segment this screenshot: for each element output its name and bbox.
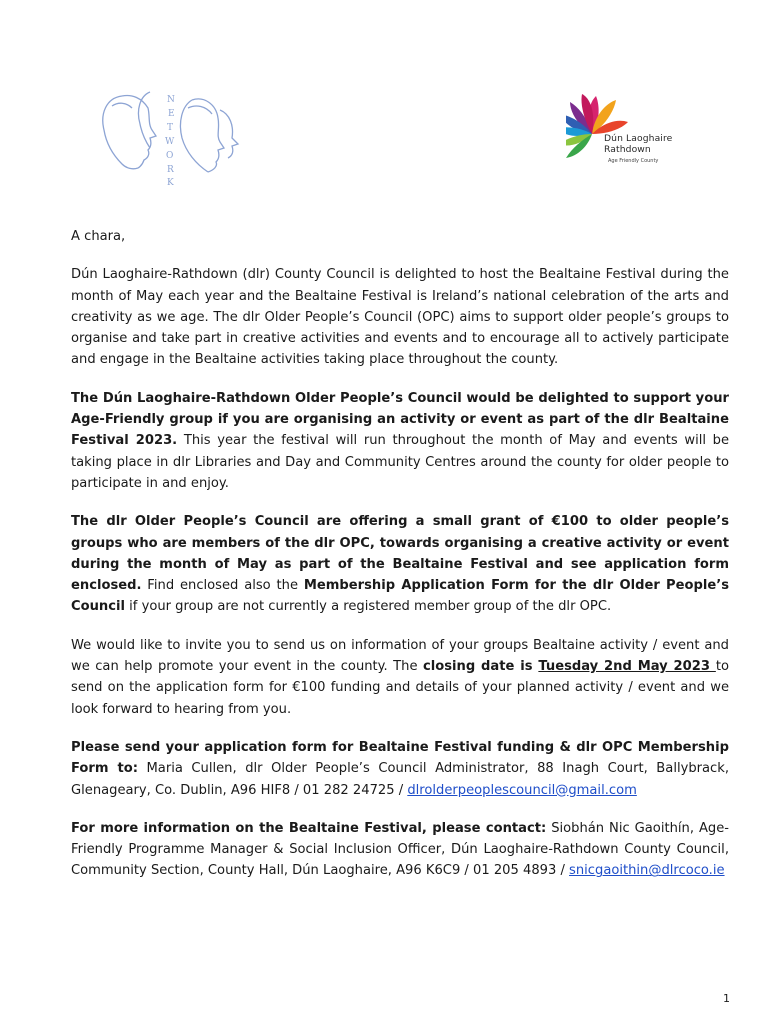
dlr-logo-tagline: Age Friendly County (608, 158, 659, 164)
page-number: 1 (723, 992, 730, 1005)
network-letter: N (167, 95, 175, 105)
dlr-logo-name-line1: Dún Laoghaire (604, 133, 673, 144)
closing-date-value: Tuesday 2nd May 2023 (538, 659, 716, 675)
contact-email-link[interactable]: snicgaoithin@dlrcoco.ie (569, 863, 725, 879)
network-logo (92, 86, 242, 186)
invite-text-1: We would like to invite you to send us on information of your groups Bealtaine activity / event and we can help promote your event in the county. The (71, 637, 729, 675)
membership-form-text: Membership Application Form for the dlr Older People’s Council (71, 578, 729, 615)
support-text: This year the festival will run throughout the month of May and events will be taking place in dlr Libraries and Day and Community Centres around the county for older people to participate in and enjoy. (71, 433, 730, 491)
letter-body (71, 226, 729, 899)
network-letter: O (166, 151, 174, 161)
network-letter: E (168, 109, 175, 119)
grant-bold-text: The dlr Older People’s Council are offering a small grant of €100 to older people’s groups who are members of the dlr OPC, towards organising a creative activity or event during the month of May as part of the Bealtaine Festival and see application form enclosed. (71, 514, 729, 594)
network-letter: R (167, 165, 174, 175)
paragraph-contact (71, 818, 729, 882)
contact-bold-text: For more information on the Bealtaine Festival, please contact: (71, 820, 547, 836)
dlr-logo-name-line2: Rathdown (604, 144, 651, 155)
network-letter: K (167, 178, 174, 186)
paragraph-invite (71, 635, 729, 720)
network-letter: W (165, 137, 175, 147)
paragraph-grant (71, 511, 729, 617)
invite-text-2: to send on the application form for €100 funding and details of your planned activity / event and we look forward to hearing from you. (71, 659, 729, 717)
network-faces-icon (92, 86, 242, 186)
closing-date-label: closing date is (422, 659, 539, 675)
dlr-logo-name (604, 133, 672, 155)
support-bold-text: The Dún Laoghaire-Rathdown Older People’s Council would be delighted to support your Age-Friendly group if you are organising an activity or event as part of the dlr Bealtaine Festival 2023. (71, 390, 729, 449)
send-to-address: Maria Cullen, dlr Older People’s Council Administrator, 88 Inagh Court, Ballybrack, Glenageary, Co. Dublin, A96 HIF8 / 01 282 24725 / (71, 761, 729, 798)
contact-details: Siobhán Nic Gaoithín, Age-Friendly Programme Manager & Social Inclusion Officer, Dún Laoghaire-Rathdown County Council, Community Section, County Hall, Dún Laoghaire, A96 K6C9 / 01 205 4893 / (71, 820, 729, 879)
salutation: A chara, (71, 229, 126, 244)
paragraph-intro: Dún Laoghaire-Rathdown (dlr) County Council is delighted to host the Bealtaine Festival during the month of May each year and the Bealtaine Festival is Ireland’s national celebration of the arts and creativity as we age. The dlr Older People’s Council (OPC) aims to support older people’s groups to organise and take part in creative activities and events and to encourage all to actively participate and engage in the Bealtaine activities taking place throughout the county. (71, 267, 729, 368)
grant-text-2: if your group are not currently a registered member group of the dlr OPC. (125, 599, 612, 615)
send-to-bold-text: Please send your application form for Bealtaine Festival funding & dlr OPC Membership Form to: (71, 739, 729, 777)
paragraph-send-to (71, 737, 729, 801)
grant-text-1: Find enclosed also the (141, 578, 304, 594)
opc-email-link[interactable]: dlrolderpeoplescouncil@gmail.com (407, 782, 637, 798)
paragraph-support (71, 388, 729, 494)
network-letter: T (167, 123, 174, 133)
